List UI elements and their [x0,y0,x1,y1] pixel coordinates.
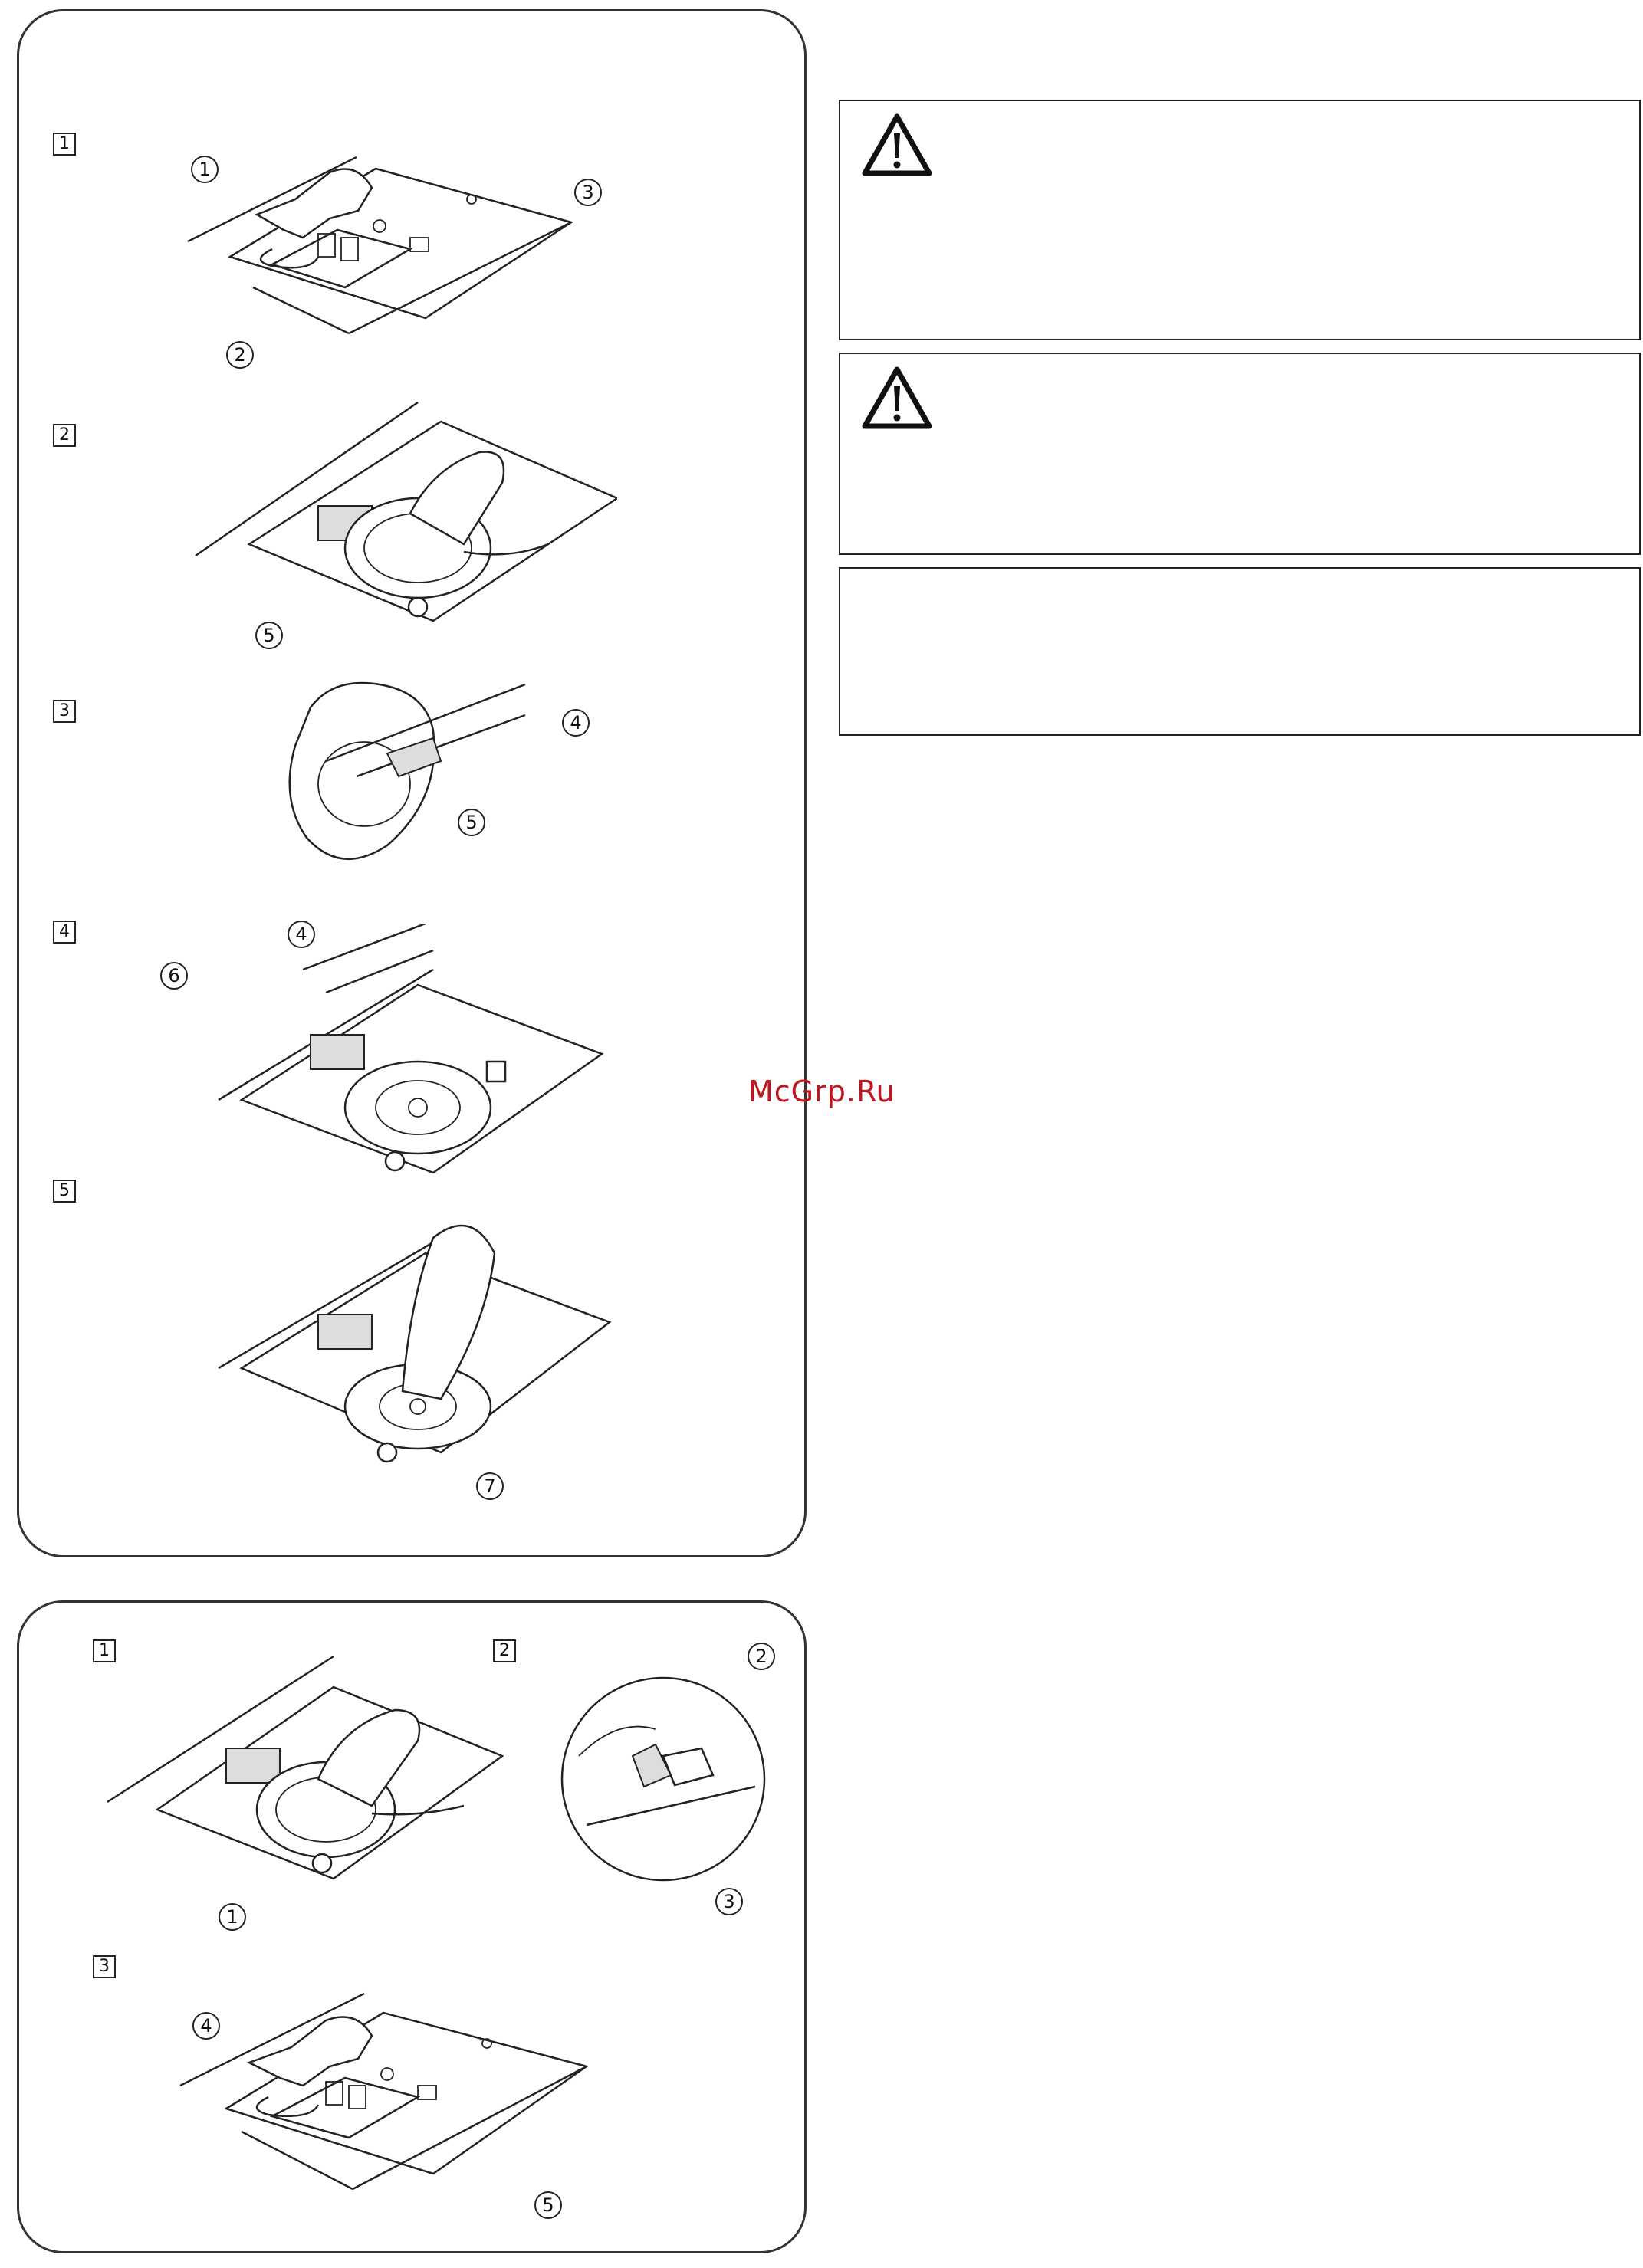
step-number-box: 3 [53,700,76,723]
callout-marker: 5 [534,2191,562,2219]
callout-marker: 3 [715,1888,743,1915]
warning-box [839,353,1641,555]
callout-marker: 3 [574,179,602,206]
step-number-box: 2 [493,1639,516,1662]
callout-marker: 1 [219,1903,246,1931]
step-number-box: 1 [93,1639,116,1662]
step-number-box: 4 [53,921,76,944]
callout-marker: 4 [562,709,590,737]
needle-plate-attach-illustration [165,1971,625,2224]
cleaning-procedure-panel [17,9,807,1557]
watermark-text: McGrp.Ru [748,1075,895,1108]
callout-marker: 5 [255,622,283,649]
hook-race-cloth-illustration [196,1207,625,1483]
callout-marker: 5 [458,809,485,836]
step-number-box: 5 [53,1180,76,1203]
callout-marker: 2 [748,1643,775,1670]
bobbin-holder-removal-illustration [188,391,617,644]
feed-dog-brush-illustration [188,924,617,1184]
warning-box [839,100,1641,340]
callout-marker: 4 [288,921,315,948]
warning-triangle-icon [860,112,934,178]
bobbin-holder-brush-illustration [265,669,541,876]
bobbin-holder-stopper-closeup-illustration [556,1672,771,1886]
bobbin-holder-insert-illustration [104,1633,510,1894]
step-number-box: 3 [93,1955,116,1978]
needle-plate-removal-illustration [157,126,617,379]
step-number-box: 1 [53,133,76,156]
callout-marker: 7 [476,1472,504,1500]
note-box [839,567,1641,736]
reassembly-procedure-panel [17,1600,807,2253]
warning-triangle-icon [860,365,934,431]
callout-marker: 1 [191,156,219,183]
callout-marker: 6 [160,962,188,990]
callout-marker: 2 [226,341,254,369]
callout-marker: 4 [192,2012,220,2040]
step-number-box: 2 [53,424,76,447]
